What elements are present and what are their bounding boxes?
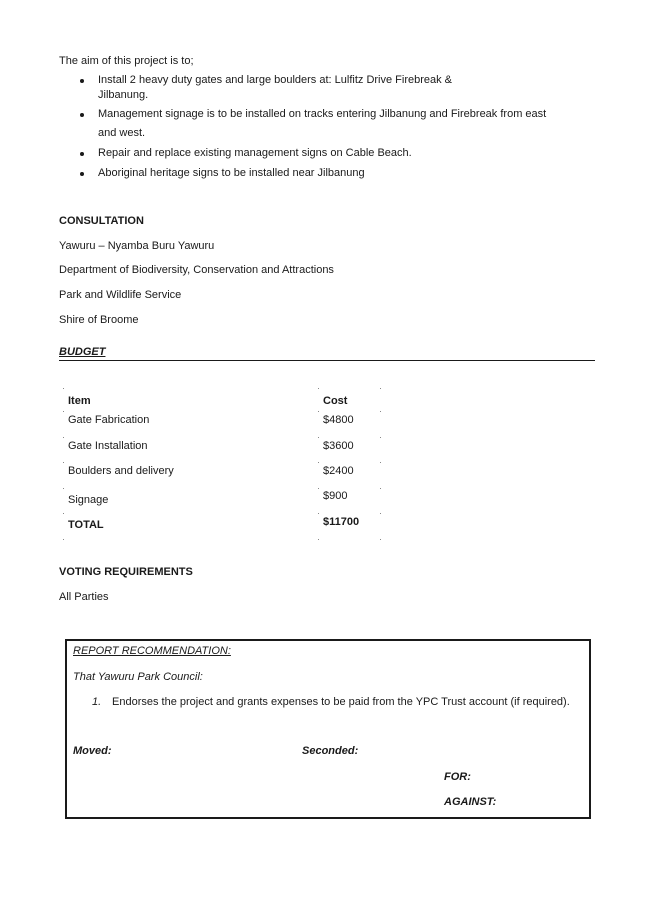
aim-item-3: Repair and replace existing management signs on Cable Beach. bbox=[98, 147, 412, 159]
bullet-marker bbox=[80, 113, 84, 117]
aim-item-1-line2: Jilbanung. bbox=[98, 89, 149, 101]
consultation-party: Shire of Broome bbox=[59, 314, 139, 326]
budget-row-cost: $4800 bbox=[323, 414, 354, 426]
aim-item-4: Aboriginal heritage signs to be installed near Jilbanung bbox=[98, 167, 365, 179]
bullet-marker bbox=[80, 172, 84, 176]
budget-row-item: Gate Installation bbox=[68, 440, 148, 452]
budget-divider bbox=[59, 360, 595, 361]
recommendation-item-number: 1. bbox=[92, 696, 102, 708]
recommendation-intro: That Yawuru Park Council: bbox=[73, 671, 203, 683]
for-label: FOR: bbox=[444, 771, 471, 783]
moved-label: Moved: bbox=[73, 745, 112, 757]
recommendation-item-text: Endorses the project and grants expenses to be paid from the YPC Trust account (if required). bbox=[112, 696, 570, 708]
budget-row-item: Gate Fabrication bbox=[68, 414, 150, 426]
budget-total-label: TOTAL bbox=[68, 519, 104, 531]
aim-item-2-line1: Management signage is to be installed on tracks entering Jilbanung and Firebreak from east bbox=[98, 108, 547, 120]
budget-col-cost: Cost bbox=[323, 395, 348, 407]
consultation-party: Department of Biodiversity, Conservation and Attractions bbox=[59, 264, 334, 276]
consultation-heading: CONSULTATION bbox=[59, 215, 144, 227]
against-label: AGAINST: bbox=[444, 796, 497, 808]
bullet-marker bbox=[80, 79, 84, 83]
consultation-party: Yawuru – Nyamba Buru Yawuru bbox=[59, 240, 215, 252]
budget-row-item: Boulders and delivery bbox=[68, 465, 174, 477]
bullet-marker bbox=[80, 152, 84, 156]
aim-item-2-line2: and west. bbox=[98, 127, 146, 139]
aim-item-1-line1: Install 2 heavy duty gates and large boulders at: Lulfitz Drive Firebreak & bbox=[98, 74, 453, 86]
budget-total-cost: $11700 bbox=[323, 516, 360, 528]
budget-row-cost: $3600 bbox=[323, 440, 354, 452]
budget-row-cost: $900 bbox=[323, 490, 348, 502]
aims-intro: The aim of this project is to; bbox=[59, 55, 194, 67]
consultation-party: Park and Wildlife Service bbox=[59, 289, 182, 301]
budget-col-item: Item bbox=[68, 395, 91, 407]
voting-heading: VOTING REQUIREMENTS bbox=[59, 566, 193, 578]
budget-row-item: Signage bbox=[68, 494, 109, 506]
recommendation-heading: REPORT RECOMMENDATION: bbox=[73, 645, 231, 657]
recommendation-box bbox=[65, 639, 591, 819]
voting-value: All Parties bbox=[59, 591, 109, 603]
budget-heading: BUDGET bbox=[59, 346, 106, 358]
budget-row-cost: $2400 bbox=[323, 465, 354, 477]
seconded-label: Seconded: bbox=[302, 745, 359, 757]
